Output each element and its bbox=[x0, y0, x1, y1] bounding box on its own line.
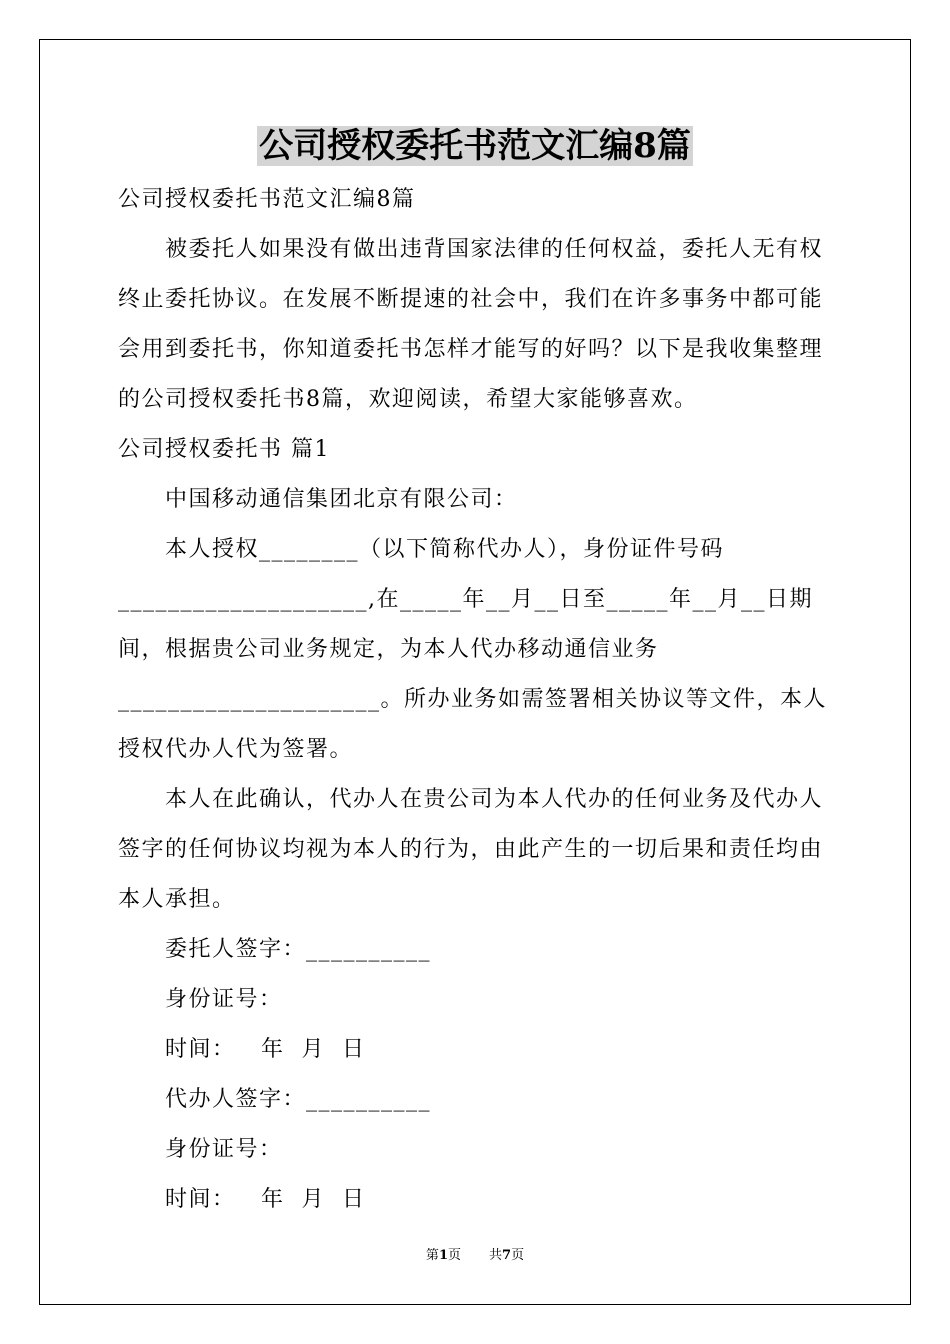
document-subtitle: 公司授权委托书范文汇编8篇 bbox=[118, 187, 416, 212]
page-footer bbox=[0, 1247, 950, 1265]
authorization-paragraph: 本人授权________（以下简称代办人），身份证件号码____________________,在_____年__月__日至_____年__月__日期间，根据贵公司业务规定，为本人代办移动通信业务_____________________。所办业务如需签署相关协议等文件，本人授权代办人代为签署。 bbox=[118, 537, 828, 762]
section-heading: 公司授权委托书 篇1 bbox=[118, 437, 330, 462]
page-suffix: 页 bbox=[447, 1248, 461, 1263]
intro-paragraph: 被委托人如果没有做出违背国家法律的任何权益，委托人无有权终止委托协议。在发展不断提速的社会中，我们在许多事务中都可能会用到委托书，你知道委托书怎样才能写的好吗？以下是我收集整理的公司授权委托书8篇，欢迎阅读，希望大家能够喜欢。 bbox=[118, 237, 824, 412]
total-suffix: 页 bbox=[511, 1248, 525, 1263]
page-current: 1 bbox=[438, 1248, 448, 1263]
agent-date-line: 时间： 年 月 日 bbox=[165, 1187, 366, 1212]
principal-signature-line: 委托人签字：__________ bbox=[165, 937, 432, 962]
agent-signature-line: 代办人签字：__________ bbox=[165, 1087, 432, 1112]
document-title-text: 公司授权委托书范文汇编8篇 bbox=[259, 126, 691, 166]
principal-date-line: 时间： 年 月 日 bbox=[165, 1037, 366, 1062]
page-total: 7 bbox=[502, 1248, 512, 1263]
total-prefix: 共 bbox=[489, 1248, 503, 1263]
addressee-line: 中国移动通信集团北京有限公司： bbox=[165, 487, 518, 512]
document-title bbox=[0, 124, 950, 168]
document-body bbox=[118, 175, 838, 1225]
page-prefix: 第 bbox=[425, 1248, 439, 1263]
principal-id-line: 身份证号： bbox=[165, 987, 283, 1012]
confirmation-paragraph: 本人在此确认，代办人在贵公司为本人代办的任何业务及代办人签字的任何协议均视为本人的行为，由此产生的一切后果和责任均由本人承担。 bbox=[118, 787, 824, 912]
agent-id-line: 身份证号： bbox=[165, 1137, 283, 1162]
